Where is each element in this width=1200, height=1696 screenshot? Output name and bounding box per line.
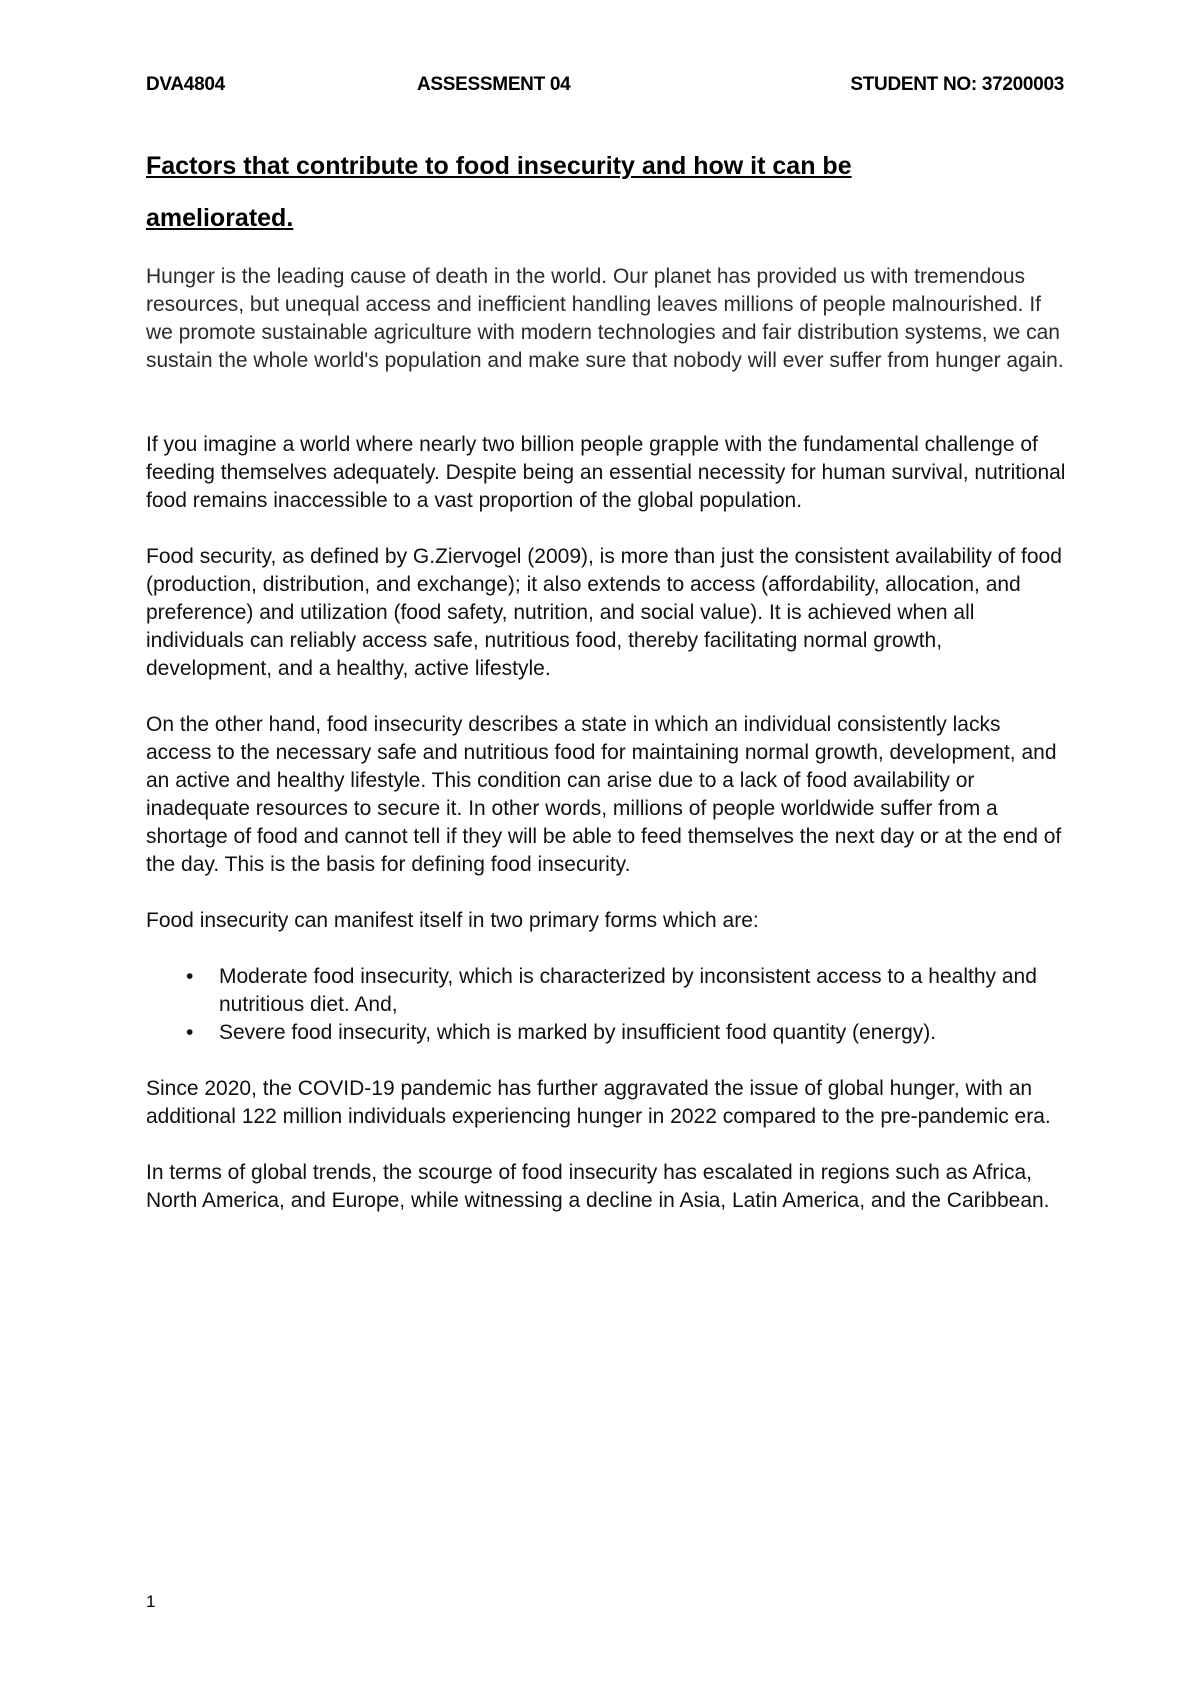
list-item (146, 1019, 1068, 1047)
document-body (146, 263, 1068, 1243)
bullet-icon: • (186, 965, 194, 988)
bullet-list (146, 963, 1068, 1047)
paragraph: Food insecurity can manifest itself in two primary forms which are: (146, 909, 759, 932)
paragraph: In terms of global trends, the scourge of food insecurity has escalated in regions such as Africa, North America, and Europe, while witnessing a decline in Asia, Latin America, and the Caribbean. (146, 1161, 1050, 1212)
bullet-icon: • (186, 1021, 194, 1044)
paragraph: Since 2020, the COVID-19 pandemic has further aggravated the issue of global hunger, with an additional 122 million individuals experiencing hunger in 2022 compared to the pre-pandemic era. (146, 1077, 1051, 1128)
list-item (146, 963, 1068, 1019)
student-number: STUDENT NO: 37200003 (850, 74, 1064, 95)
title-line-1: Factors that contribute to food insecurity and how it can be (146, 152, 852, 180)
assessment-label: ASSESSMENT 04 (417, 74, 571, 95)
paragraph: If you imagine a world where nearly two billion people grapple with the fundamental challenge of feeding themselves adequately. Despite being an essential necessity for human survival, nutritional food remains inaccessible to a vast proportion of the global population. (146, 433, 1066, 512)
title-line-2: ameliorated. (146, 204, 294, 232)
page-number: 1 (146, 1592, 156, 1611)
paragraph: On the other hand, food insecurity describes a state in which an individual consistently lacks access to the necessary safe and nutritious food for maintaining normal growth, development, and an active and healthy lifestyle. This condition can arise due to a lack of food availability or inadequate resources to secure it. In other words, millions of people worldwide suffer from a shortage of food and cannot tell if they will be able to feed themselves the next day or at the end of the day. This is the basis for defining food insecurity. (146, 713, 1062, 876)
document-title (146, 140, 1064, 244)
list-item-text: Moderate food insecurity, which is characterized by inconsistent access to a healthy and nutritious diet. And, (219, 965, 1037, 1016)
page-header (146, 74, 1064, 100)
paragraph: Food security, as defined by G.Ziervogel (2009), is more than just the consistent availability of food (production, distribution, and exchange); it also extends to access (affordability, allocation, and preference) and utilization (food safety, nutrition, and social value). It is achieved when all individuals can reliably access safe, nutritious food, thereby facilitating normal growth, development, and a healthy, active lifestyle. (146, 545, 1062, 680)
course-code: DVA4804 (146, 74, 225, 95)
paragraph-intro: Hunger is the leading cause of death in the world. Our planet has provided us with tremendous resources, but unequal access and inefficient handling leaves millions of people malnourished. If we promote sustainable agriculture with modern technologies and fair distribution systems, we can sustain the whole world's population and make sure that nobody will ever suffer from hunger again. (146, 265, 1064, 372)
list-item-text: Severe food insecurity, which is marked by insufficient food quantity (energy). (219, 1021, 937, 1044)
